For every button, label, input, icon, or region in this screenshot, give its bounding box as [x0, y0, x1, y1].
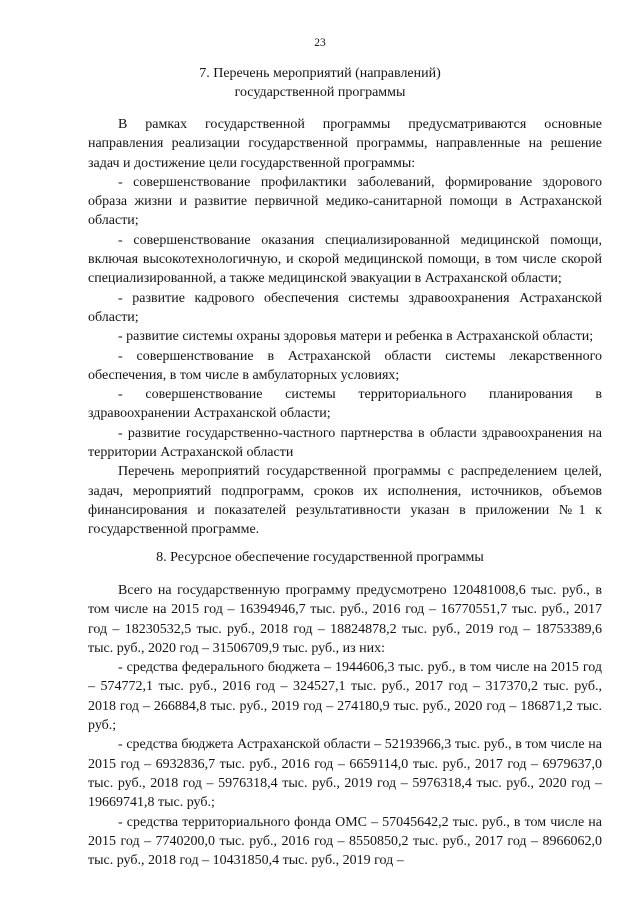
page-number: 23	[314, 37, 326, 49]
section-7-intro: В рамках государственной программы предусматриваются основные направления реализации государственной программы, направленные на решение задач и достижение цели государственной программы:	[88, 117, 602, 171]
section-7-body	[88, 115, 602, 540]
funding-federal-paragraph: - средства федерального бюджета – 1944606,3 тыс. руб., в том числе на 2015 год – 574772,1 тыс. руб., 2016 год – 324527,1 тыс. руб., 2017 год – 317370,2 тыс. руб., 2018 год – 266884,8 тыс. руб., 2019 год – 274180,9 тыс. руб., 2020 год – 186871,2 тыс. руб.;	[88, 660, 602, 734]
section-8-body	[88, 581, 602, 870]
list-item: - совершенствование системы территориального планирования в здравоохранении Астраханской области;	[88, 387, 602, 422]
list-item: - развитие государственно-частного партнерства в области здравоохранения на территории Астраханской области	[88, 425, 602, 461]
section-8-title: 8. Ресурсное обеспечение государственной программы	[156, 550, 484, 565]
section-7-closing: Перечень мероприятий государственной программы с распределением целей, задач, мероприятий подпрограмм, сроков их исполнения, источников, объемов финансирования и показателей результативности указан в приложении №1 к государственной программе.	[88, 464, 602, 538]
section-8-heading	[0, 548, 640, 567]
list-item: - совершенствование оказания специализированной медицинской помощи, включая высокотехнологичную, и скорой медицинской помощи, в том числе скорой специализированной, а также медицинской эвакуации в Астраханской области;	[88, 232, 602, 287]
list-item: - совершенствование профилактики заболеваний, формирование здорового образа жизни и развитие первичной медико-санитарной помощи в Астраханской области;	[88, 174, 602, 229]
section-7-heading	[0, 64, 640, 102]
section-7-title-line-1: 7. Перечень мероприятий (направлений)	[199, 66, 441, 81]
section-7-title-line-2: государственной программы	[234, 85, 406, 100]
funding-regional-paragraph: - средства бюджета Астраханской области – 52193966,3 тыс. руб., в том числе на 2015 год – 6932836,7 тыс. руб., 2016 год – 6659114,0 тыс. руб., 2017 год – 6979637,0 тыс. руб., 2018 год – 5976318,4 тыс. руб., 2019 год – 5976318,4 тыс. руб., 2020 год – 19669741,8 тыс. руб.;	[88, 737, 602, 811]
funding-oms-paragraph: - средства территориального фонда ОМС – 57045642,2 тыс. руб., в том числе на 2015 год – 7740200,0 тыс. руб., 2016 год – 8550850,2 тыс. руб., 2017 год – 8966062,0 тыс. руб., 2018 год – 10431850,4 тыс. руб., 2019 год –	[88, 814, 602, 869]
list-item: - развитие кадрового обеспечения системы здравоохранения Астраханской области;	[88, 290, 602, 325]
list-item: - развитие системы охраны здоровья матери и ребенка в Астраханской области;	[118, 329, 594, 345]
list-item: - совершенствование в Астраханской области системы лекарственного обеспечения, в том числе в амбулаторных условиях;	[88, 348, 602, 383]
funding-total-paragraph: Всего на государственную программу предусмотрено 120481008,6 тыс. руб., в том числе на 2015 год – 16394946,7 тыс. руб., 2016 год – 16770551,7 тыс. руб., 2017 год – 18230532,5 тыс. руб., 2018 год – 18824878,2 тыс. руб., 2019 год – 18753389,6 тыс. руб., 2020 год – 31506709,9 тыс. руб., из них:	[88, 583, 602, 656]
